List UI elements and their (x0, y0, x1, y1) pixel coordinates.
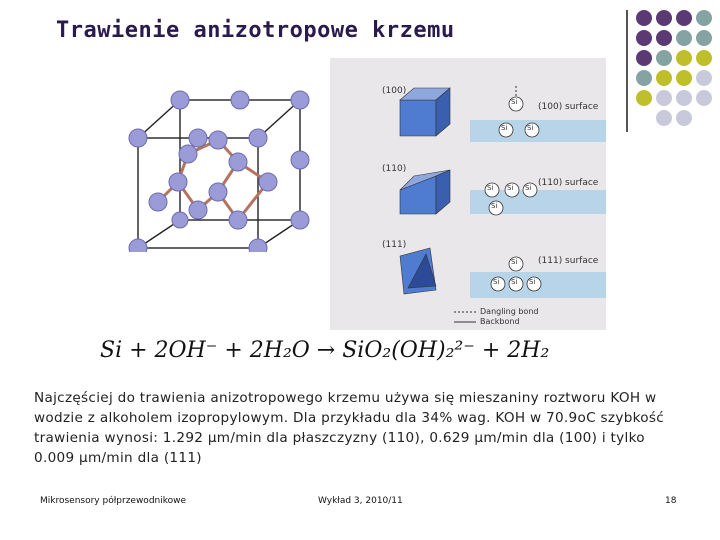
dot (676, 50, 692, 66)
dot (656, 90, 672, 106)
plane-label-111: (111) (382, 240, 407, 250)
dot (636, 10, 652, 26)
legend-backbond: Backbond (480, 317, 520, 326)
dot (656, 110, 672, 126)
dot (636, 90, 652, 106)
crystal-planes-diagram (330, 58, 606, 330)
legend-dangling-bond: Dangling bond (480, 307, 539, 316)
divider-line (626, 10, 628, 132)
dot (696, 10, 712, 26)
dot (676, 10, 692, 26)
page-number: 18 (665, 496, 677, 506)
footer-course-name: Mikrosensory półprzewodnikowe (40, 496, 187, 506)
dot (676, 30, 692, 46)
plane-label-100: (100) (382, 86, 407, 96)
dot (696, 70, 712, 86)
si-atom-label: Si (493, 278, 500, 286)
dot (696, 30, 712, 46)
surface-label-100: (100) surface (538, 102, 599, 112)
surface-label-110: (110) surface (538, 178, 599, 188)
si-atom-label: Si (501, 124, 508, 132)
dot (636, 30, 652, 46)
dot (696, 90, 712, 106)
si-atom-label: Si (525, 184, 532, 192)
si-atom-label: Si (491, 202, 498, 210)
si-atom-label: Si (511, 98, 518, 106)
plane-label-110: (110) (382, 164, 407, 174)
si-atom-label: Si (511, 278, 518, 286)
body-paragraph: Najczęściej do trawienia anizotropowego krzemu używa się mieszaniny roztworu KOH w wodzie z alkoholem izopropylowym. Dla przykładu dla 34% wag. KOH w 70.9oC szybkość trawienia wynosi: 1.292 µm/min dla płaszczyzny (110), 0.629 µm/min dla (100) i tylko 0.009 µm/min dla (111) (34, 390, 665, 466)
chemical-equation: Si + 2OH⁻ + 2H₂O → SiO₂(OH)₂²⁻ + 2H₂ (100, 338, 550, 363)
si-atom-label: Si (487, 184, 494, 192)
silicon-crystal-lattice-illustration (118, 82, 318, 252)
dot (636, 50, 652, 66)
surface-label-111: (111) surface (538, 256, 599, 266)
dot (676, 110, 692, 126)
si-atom-label: Si (527, 124, 534, 132)
dot (676, 70, 692, 86)
dot (656, 10, 672, 26)
dot (656, 30, 672, 46)
crystal-planes-figure (330, 58, 606, 330)
dot (656, 50, 672, 66)
dot (656, 70, 672, 86)
dot (676, 90, 692, 106)
slide-title: Trawienie anizotropowe krzemu (56, 18, 455, 43)
si-atom-label: Si (507, 184, 514, 192)
footer-lecture-info: Wykład 3, 2010/11 (318, 496, 403, 506)
dot (636, 70, 652, 86)
dot (696, 50, 712, 66)
si-atom-label: Si (529, 278, 536, 286)
si-atom-label: Si (511, 258, 518, 266)
